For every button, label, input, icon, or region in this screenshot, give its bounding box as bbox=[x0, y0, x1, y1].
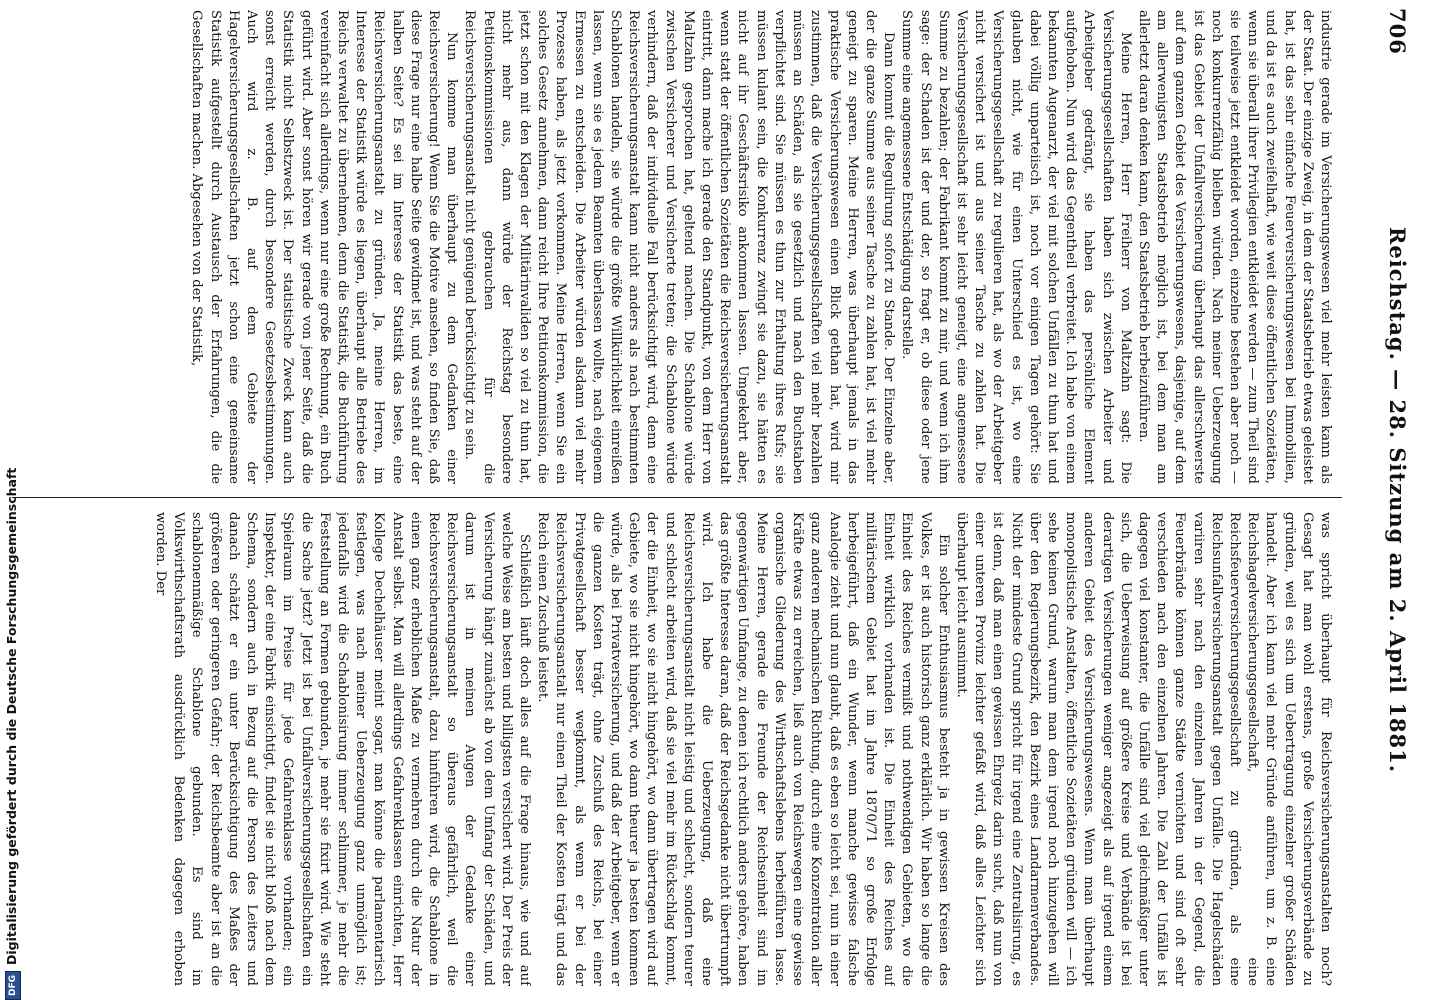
paragraph: Ein solcher Enthusiasmus besteht ja in gewissen Kreisen des Volkes, er ist auch historisch ganz erklärlich. Wir haben so lange die Einheit des Reiches vermißt und nothwendigen Gebieten, wo die Einheit wirklich vorhanden ist. Die Einheit des Reiches auf militärischem Gebiet hat im Jahre 1870/71 so große Erfolge herbeigeführt, daß ein Wunder, wenn manche gewisse falsche Analogie zieht und nun glaubt, daß es eben so leicht sei, nun in einer ganz anderen mechanischen Richtung, durch eine Konzentration aller Kräfte etwas zu erreichen, ließ auch von Reichswegen eine gewisse organische Gliederung des Wirthschaftslebens herbeiführen lasse. Meine Herren, gerade die Freunde der Reichseinheit sind im gegenwärtigen Umfange, zu denen ich rechtlich anders gehöre, haben das größte Interesse daran, daß der Reichsgedanke nicht übertrumpft wird. Ich habe die Ueberzeugung, daß eine Reichsversicherungsanstalt nicht leistig und schlecht, sondern teurer und schlecht arbeiten wird, daß sie viel mehr im Rückschlag kommt, der die Einheit, wo sie nicht hingehört, wo dann übertragen wird auf Gebiete, wo sie nicht hingehört, wo dann theurer ja besten kommen würde, als bei Privatversicherung, und daß der Arbeitgeber, wenn er die ganzen Kosten trägt, ohne Zuschuß des Reichs, bei einer Privatgesellschaft besser wegkommt, als wenn er bei der Reichsversicherungsanstalt nur einen Theil der Kosten trägt und das Reich einen Zuschuß leistet. bbox=[535, 512, 951, 986]
paragraph: Nun komme man überhaupt zu dem Gedanken einer Reichsversicherung! Wenn Sie die Motive ansehen, so finden Sie, daß diese Frage nur eine halbe Seite gewidmet ist, und was steht auf der halben Seite? Es sei im Interesse der Statistik das beste, eine Reichsversicherungsanstalt zu gründen. Ja, meine Herren, im Interesse der Statistik würde es liegen, überhaupt alle Betriebe des Reichs verwaltet zu übernehmen, denn die Statistik, die Buchführung vereinfacht sich allerdings, wenn nur eine große Rechnung, ein Buch geführt wird. Aber sonst hören wir gerade von jener Seite, daß die Statistik nicht Selbstzweck ist. Der statistische Zweck kann auch sonst erreicht werden, durch besondere Gesetzesbestimmungen. Auch wird z. B. auf dem Gebiete der Hagelversicherungsgesellschaften jetzt schon eine gemeinsame Statistik aufgestellt durch Austausch der Erfahrungen, die die Gesellschaften machen. Abgesehen von der Statistik, bbox=[189, 10, 460, 484]
dfg-logo-icon: DFG bbox=[5, 971, 21, 1000]
credit-text: Digitalisierung gefördert durch die Deutsche Forschungsgemeinschaft bbox=[4, 467, 19, 965]
paragraph: Meine Herren, Herr Freiherr von Maltzahn sagt: Die Versicherungsgesellschaften haben sich zwischen Arbeiter und Arbeitgeber gedrängt, sie haben das persönliche Element aufgehoben. Nun wird das Gegentheil verbreitet. Ich habe von einem bekannten Augenarzt, der viel mit solchen Unfällen zu thun hat und dabei völlig unparteiisch ist, noch vor einigen Tagen gehört: Sie glauben nicht, wie für einen Unterschied es ist, wo eine Versicherungsgesellschaft zu regulieren hat, als wo der Arbeitgeber nicht versichert ist und aus seiner Tasche zu zahlen hat. Die Versicherungsgesellschaft ist sehr leicht geneigt, eine angemessene Summe zu bezahlen; der Fabrikant kommt zu mir, und wenn ich ihm sage: der Schaden ist der und der, so fragt er, ob diese oder jene Summe eine angemessene Entschädigung darstelle. bbox=[899, 10, 1133, 484]
paragraph: was spricht überhaupt für Reichsversicherungsanstalten noch? Gesagt hat man wohl erstens, große Versicherungsverbände zu gründen, weil es sich um Uebertragung einzelner großer Schäden handelt. Aber ich kann viel mehr Gründe anführen, um z. B. eine Reichshagelversicherungsgesellschaft, eine Reichsfeuerversicherungsgesellschaft zu gründen, als eine Reichsunfallversicherungsanstalt gegen Unfälle. Die Hagelschäden variiren sehr nach den einzelnen Jahren in der Gegend, die Feuerbrände können ganze Städte vernichten und sind oft sehr verschieden nach den einzelnen Jahren. Die Zahl der Unfälle ist dagegen viel konstanter, die Unfälle sind viel gleichmäßiger unter sich, die Ueberweisung auf größere Kreise und Verbände ist bei derartigen Versicherungen weniger angezeigt als auf irgend einem anderen Gebiet des Versicherungswesens. Wenn man überhaupt monopolistische Anstalten, öffentliche Sozietäten gründen will — ich sehe keinen Grund, warum man dem irgend noch hinzugehen will über den Regierungsbezirk, den Bezirk eines Landarmenverbandes. Nicht der mindeste Grund spricht für irgend eine Zentralisirung, es ist denn, daß man einen gewissen Ehrgeiz darin sucht, daß nun von einer unteren Provinz leichter gefaßt wird, daß alles Leichter sich überhaupt leicht ausnimmt. bbox=[953, 512, 1333, 986]
paragraph: industrie gerade im Versicherungswesen viel mehr leisten kann als der Staat. Der einzige Zweig, in dem der Staatsbetrieb etwas geleistet hat, ist das sehr einfache Feuerversicherungswesen bei Immobilien, und da ist es auch zweifelhaft, wie weit diese öffentlichen Sozietäten, wenn sie überall ihrer Privilegien entkleidet werden — zum Theil sind sie teilweise jetzt entkleidet worden, einzelne bestehen aber noch — noch konkurrenzfähig bleiben würden. Nach meiner Ueberzeugung ist das Gebiet der Unfallversicherung überhaupt das allerschwerste auf dem ganzen Gebiet des Versicherungswesens, dasjenige, auf dem am allerwenigsten Staatsbetrieb möglich ist, bei dem man am allerletzt daran denken kann, den Staatsbetrieb herbeizuführen. bbox=[1135, 10, 1333, 484]
paragraph: Dann kommt die Regulirung sofort zu Stande. Der Einzelne aber, der die ganze Summe aus seiner Tasche zu zahlen hat, ist viel mehr geneigt zu sparen. Meine Herren, was überhaupt jemals in das praktische Versicherungswesen einen Blick gethan hat, wird mir zustimmen, daß die Versicherungsgesellschaften viel mehr bezahlen müssen an Schäden, als sie gesetzlich und nach den Buchstaben verpflichtet sind. Sie müssen es thun zur Erhaltung ihres Rufs; sie müssen kulant sein, die Konkurrenz zwingt sie dazu, sie hätten es nicht auf ihr Geschäftsrisiko ankommen lassen. Umgekehrt aber, wenn statt der öffentlichen Sozietäten die Reichsversicherungsanstalt eintritt, dann mache ich gerade den Standpunkt, von dem Herr von Maltzahn gesprochen hat, geltend machen. Die Schablone würde zwischen Versicherer und Versicherte treten; die Schablone würde verhindern, daß der individuelle Fall berücksichtigt wird, denn eine Reichsversicherungsanstalt kann nicht anders als nach bestimmten Schablonen handeln, sie würde die größte Willkürlichkeit einreißen lassen, wenn sie es jedem Beamten überlassen wollte, nach eigenem Ermessen zu entscheiden. Die Arbeiter würden alsdann viel mehr Prozesse haben, als jetzt vorkommen. Meine Herren, wenn Sie ein solches Gesetz annehmen, dann reicht Ihre Petitionskommission, die jetzt schon mit den Klagen der Militärinvaliden so viel zu thun hat, nicht mehr aus, dann würde der Reichstag besondere Petitionskommissionen gebrauchen für die Reichsversicherungsanstalt nicht genügend berücksichtigt zu sein. bbox=[462, 10, 897, 484]
running-head bbox=[1338, 0, 1432, 1000]
page-number: 706 bbox=[1385, 8, 1410, 55]
text-column-right bbox=[14, 512, 1334, 986]
text-column-left bbox=[14, 10, 1334, 484]
paragraph: Schließlich läuft doch alles auf die Frage hinaus, wie und auf welche Weise am besten und billigsten versichert wird. Der Preis der Versicherung hängt zunächst ab von dem Umfang der Schäden, und darum ist in meinen Augen der Gedanke einer Reichsversicherungsanstalt so überaus gefährlich, weil die Reichsversicherungsanstalt, dazu hinführen wird, die Schablone in einen ganz erheblichen Maße zu vermehren durch die Natur der Anstalt selbst. Man will allerdings Gefahrenklassen einrichten, Herr Kollege Dechelhäuser meint sogar, man könne die parlamentarisch festlegen, was nach meiner Ueberzeugung ganz unmöglich ist; jedenfalls wird die Schablonisirung immer schlimmer, je mehr die Feststellung an Formen gebunden, je mehr sie fixirt wird. Wie steht die Sache jetzt? Jetzt ist bei Unfallversicherungsgesellschaften ein Spielraum im Preise für jede Gefahrenklasse vorhanden; ein Inspektor, der eine Fabrik einsichtigt, findet sie nicht bloß nach dem Schema, sondern auch in Bezug auf die Person des Leiters und danach schätzt er ein unter Berücksichtigung des Maßes der größeren oder geringeren Gefahr; der Reichsbeamte aber ist an die schablonenmäßige Schablone gebunden. Es sind im Volkswirthschaftsrath ausdrücklich Bedenken dagegen erhoben worden. Der bbox=[153, 512, 533, 986]
column-divider bbox=[12, 497, 1342, 498]
running-title: Reichstag. — 28. Sitzung am 2. April 1881. bbox=[1385, 226, 1410, 774]
digitization-credit bbox=[0, 0, 24, 1000]
